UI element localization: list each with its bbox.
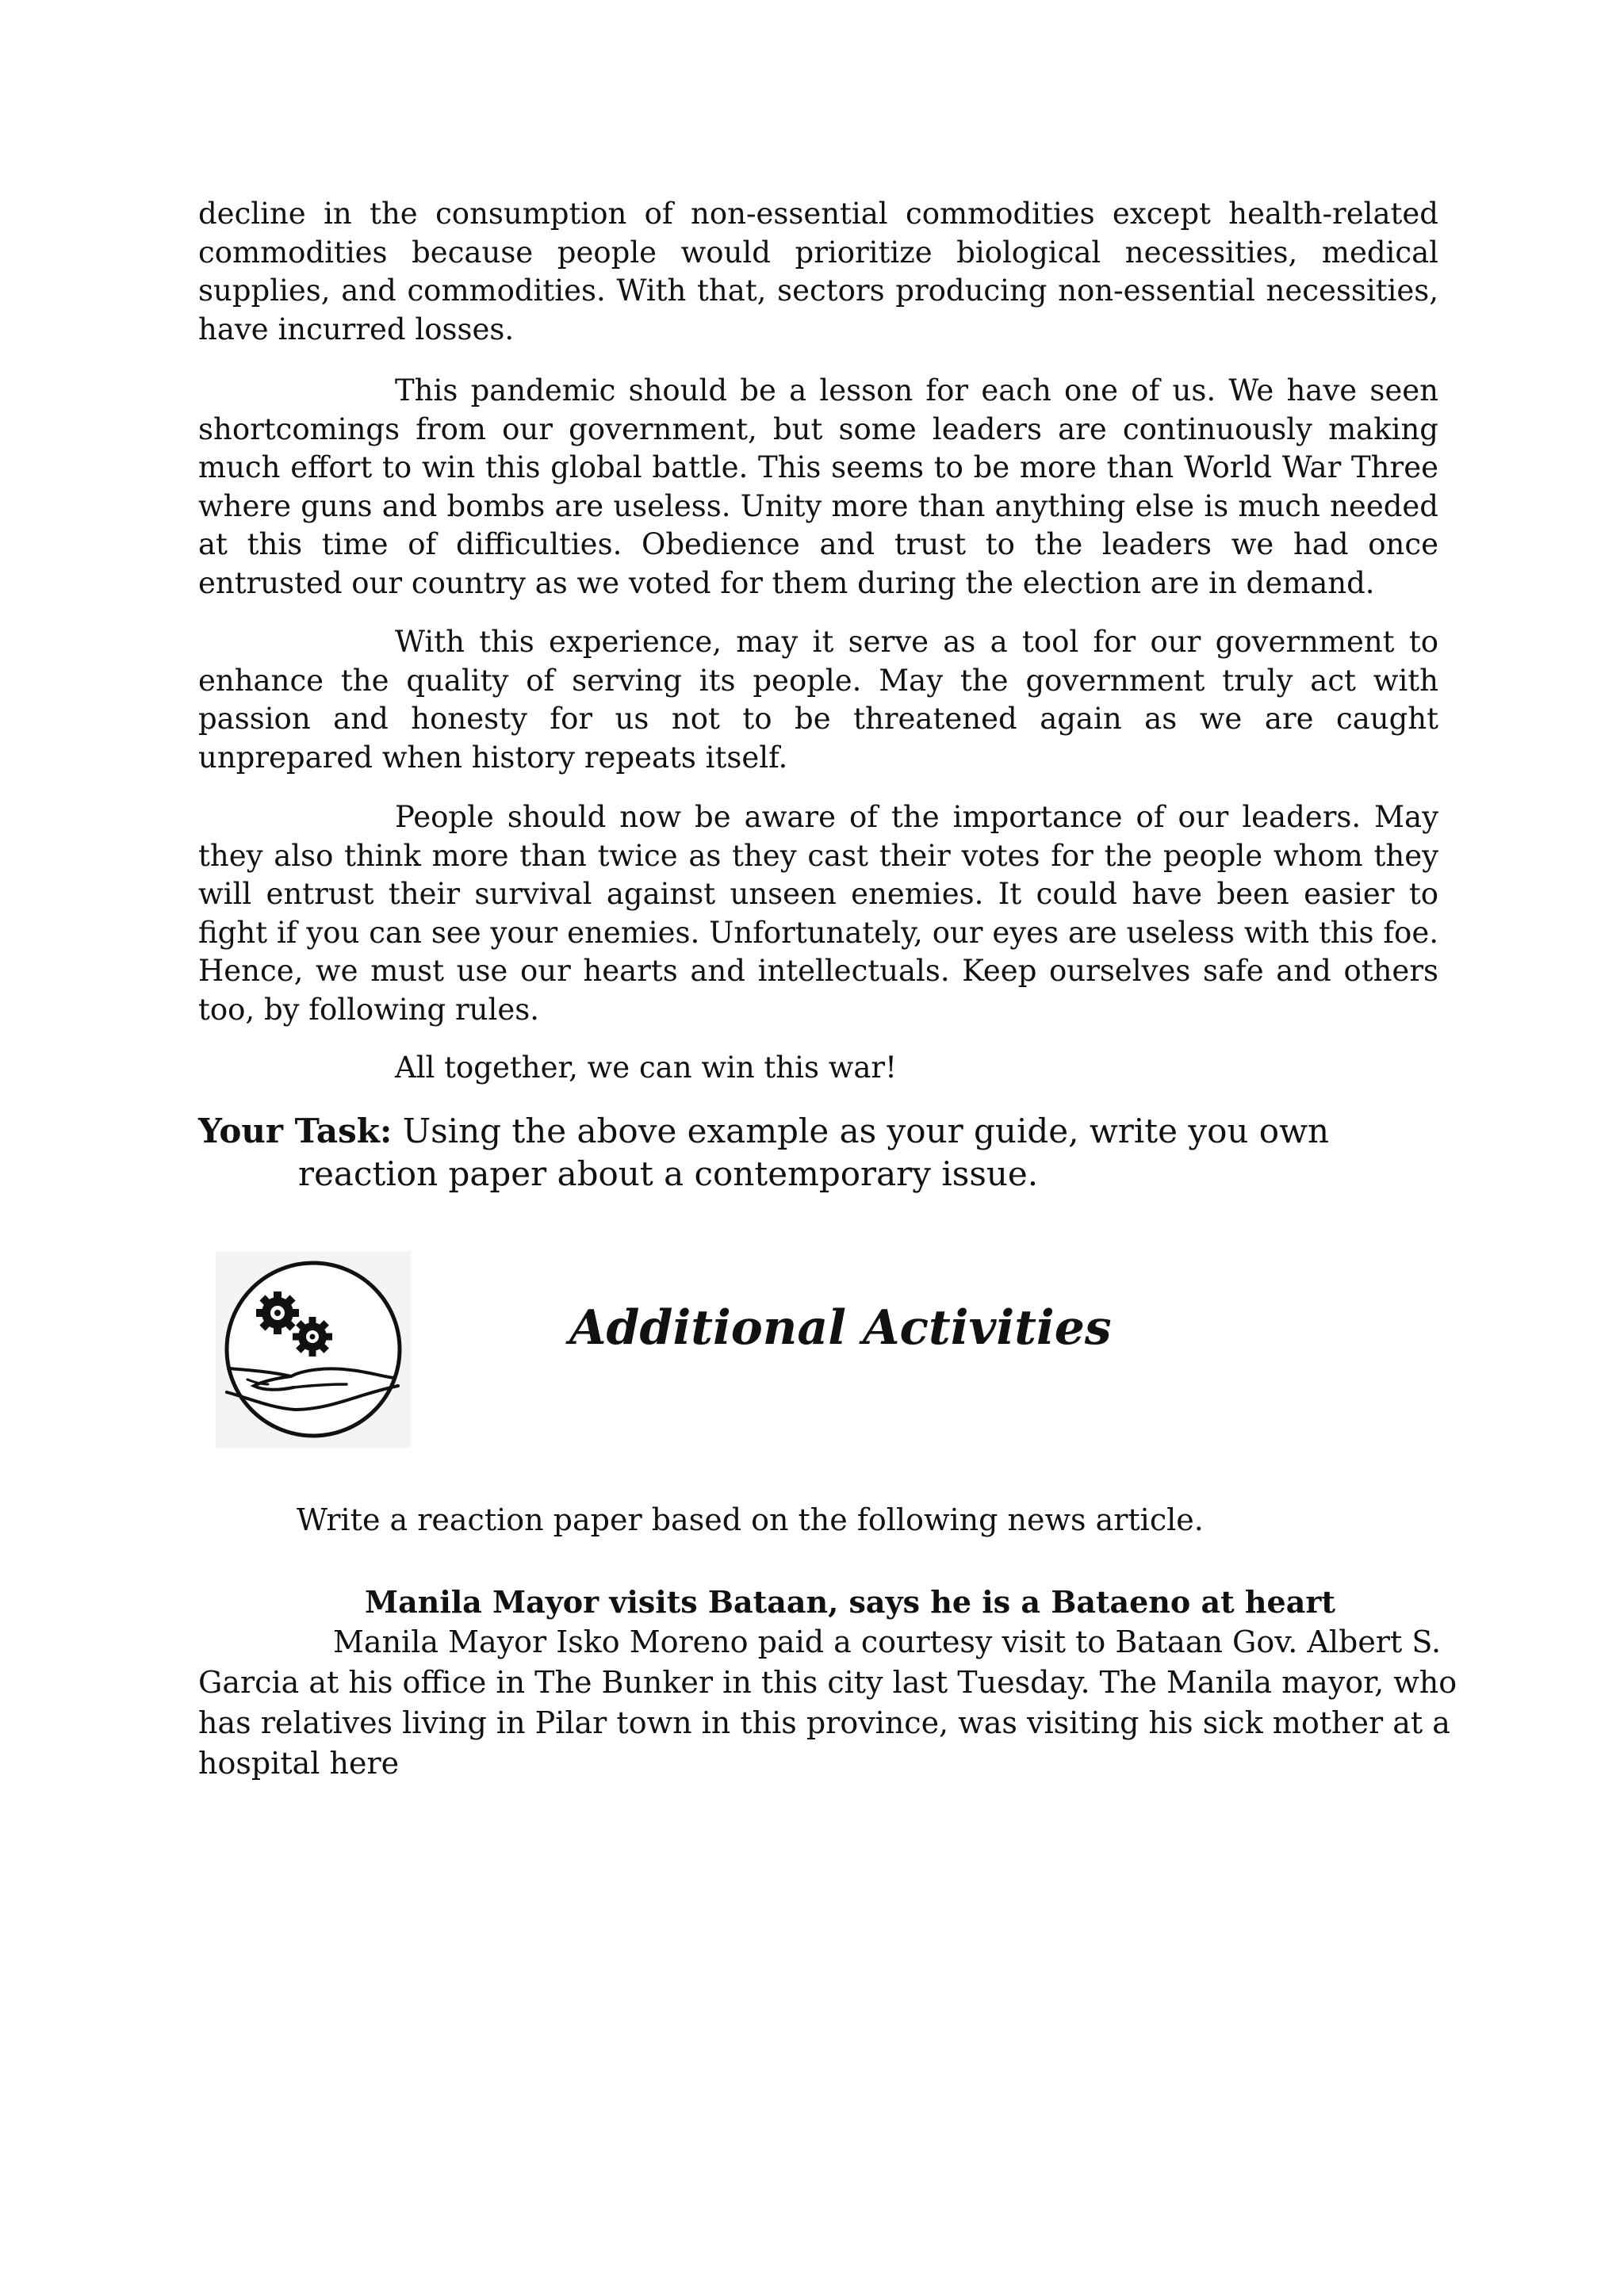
body-paragraph-3: With this experience, may it serve as a tool for our government to enhance the quality of serving its people. May the government truly act with passion and honesty for us not to be threatened again as we are caught unprepared when history repeats itself. <box>198 625 1438 775</box>
body-paragraph-1: decline in the consumption of non-essential commodities except health-related commodities because people would prioritize biological necessities, medical supplies, and commodities. With that, sectors producing non-essential necessities, have incurred losses. <box>198 197 1438 346</box>
article-body-text: Manila Mayor Isko Moreno paid a courtesy visit to Bataan Gov. Albert S. Garcia at his office in The Bunker in this city last Tuesday. The Manila mayor, who has relatives living in Pilar town in this province, was visiting his sick mother at a hospital here <box>198 1624 1457 1781</box>
body-paragraph-2: This pandemic should be a lesson for each one of us. We have seen shortcomings from our government, but some leaders are continuously making much effort to win this global battle. This seems to be more than World War Three where guns and bombs are useless. Unity more than anything else is much needed at this time of difficulties. Obedience and trust to the leaders we had once entrusted our country as we voted for them during the election are in demand. <box>198 373 1438 600</box>
body-paragraph-5: All together, we can win this war! <box>395 1050 897 1085</box>
article-title: Manila Mayor visits Bataan, says he is a Bataeno at heart <box>365 1584 1335 1620</box>
task-label: Your Task: <box>198 1112 393 1150</box>
body-paragraph-4: People should now be aware of the importance of our leaders. May they also think more than twice as they cast their votes for the people whom they will entrust their survival against unseen enemies. It could have been easier to fight if you can see your enemies. Unfortunately, our eyes are useless with this foe. Hence, we must use our hearts and intellectuals. Keep ourselves safe and others too, by following rules. <box>198 800 1438 1027</box>
task-prompt <box>198 1110 1467 1196</box>
article-body <box>198 1622 1467 1784</box>
activity-instruction: Write a reaction paper based on the following news article. <box>297 1502 1204 1537</box>
task-text: Using the above example as your guide, write you own reaction paper about a contemporary issue. <box>298 1112 1330 1193</box>
gears-on-hand-icon <box>216 1251 411 1448</box>
section-title: Additional Activities <box>569 1300 1112 1356</box>
